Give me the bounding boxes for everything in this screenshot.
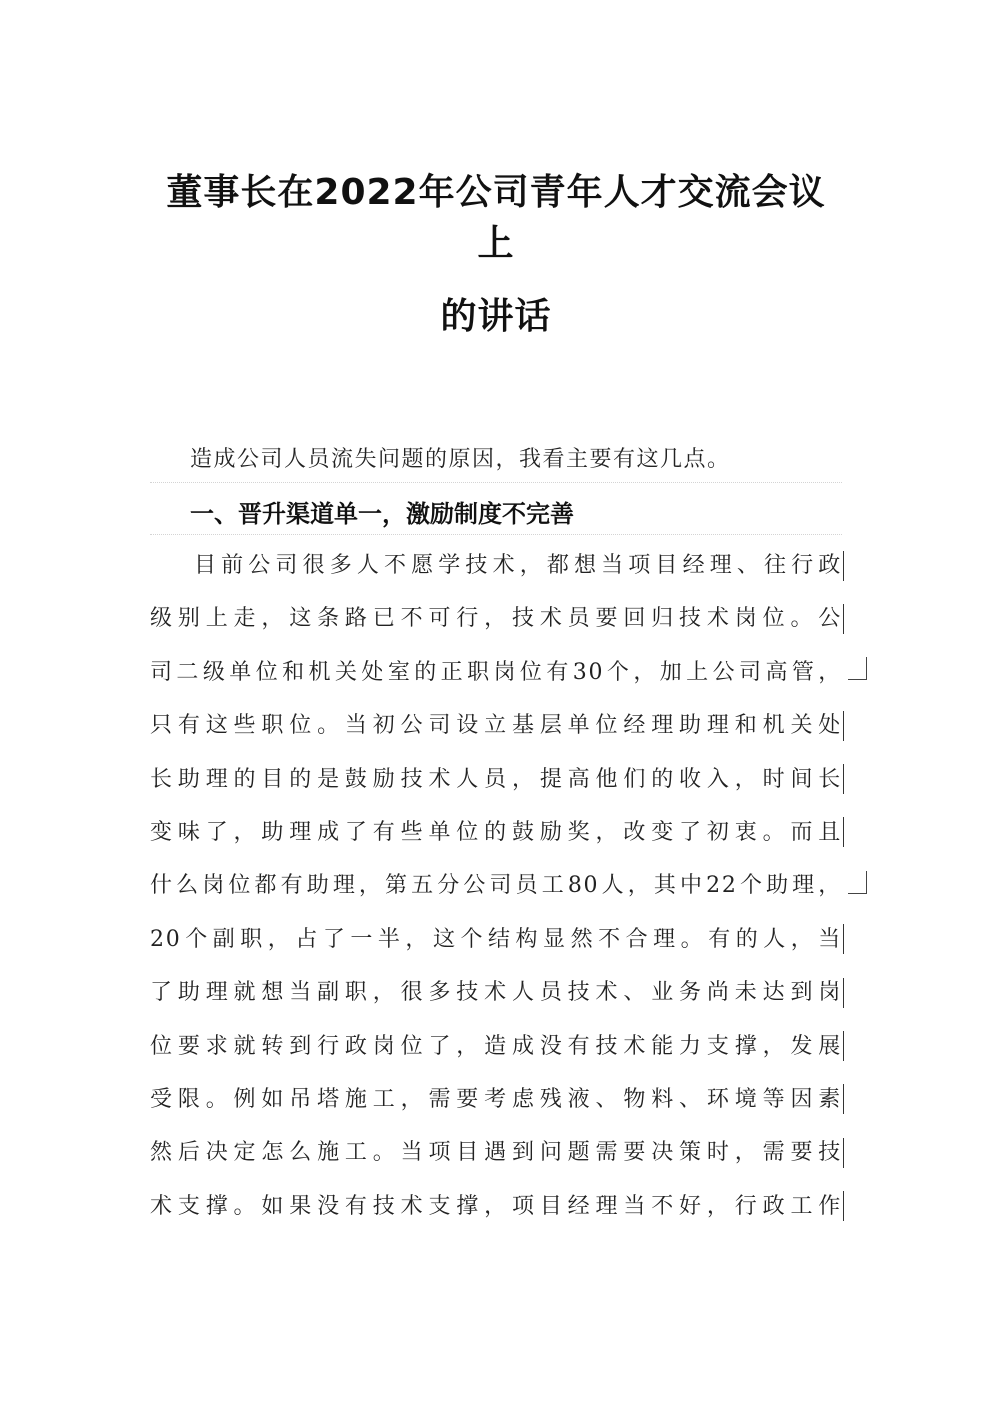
intro-paragraph: 造成公司人员流失问题的原因，我看主要有这几点。 [190, 447, 731, 472]
margin-mark [843, 711, 844, 741]
body-line: 变味了，助理成了有些单位的鼓励奖，改变了初衷。而且 [150, 819, 842, 845]
section-divider-bottom [150, 534, 842, 535]
margin-mark [843, 978, 844, 1008]
margin-mark [843, 1138, 844, 1168]
body-line: 目前公司很多人不愿学技术，都想当项目经理、往行政 [194, 553, 842, 578]
body-line: 司二级单位和机关处室的正职岗位有30个，加上公司高管， [150, 659, 842, 685]
margin-mark [843, 551, 844, 581]
margin-mark [843, 817, 844, 847]
margin-mark [843, 604, 844, 634]
body-line: 受限。例如吊塔施工，需要考虑残液、物料、环境等因素 [150, 1086, 842, 1112]
body-line: 20个副职，占了一半，这个结构显然不合理。有的人，当 [150, 926, 842, 952]
margin-bracket [848, 871, 867, 894]
body-paragraph [150, 546, 842, 1240]
body-line: 术支撑。如果没有技术支撑，项目经理当不好，行政工作 [150, 1193, 842, 1219]
document-title-line-1: 董事长在2022年公司青年人才交流会议上 [166, 172, 826, 264]
margin-mark [843, 1191, 844, 1221]
margin-mark [843, 1031, 844, 1061]
margin-bracket [848, 657, 867, 680]
section-divider-top [150, 482, 842, 483]
body-line: 位要求就转到行政岗位了，造成没有技术能力支撑，发展 [150, 1033, 842, 1059]
margin-mark [843, 764, 844, 794]
margin-mark [843, 1084, 844, 1114]
body-line: 了助理就想当副职，很多技术人员技术、业务尚未达到岗 [150, 980, 842, 1006]
body-line: 然后决定怎么施工。当项目遇到问题需要决策时，需要技 [150, 1140, 842, 1166]
document-title-line-2: 的讲话 [440, 296, 552, 337]
margin-mark [843, 924, 844, 954]
body-line: 什么岗位都有助理，第五分公司员工80人，其中22个助理， [150, 873, 842, 899]
body-line: 长助理的目的是鼓励技术人员，提高他们的收入，时间长 [150, 766, 842, 792]
body-line: 级别上走，这条路已不可行，技术员要回归技术岗位。公 [150, 606, 842, 632]
body-line: 只有这些职位。当初公司设立基层单位经理助理和机关处 [150, 713, 842, 739]
section-heading: 一、晋升渠道单一，激励制度不完善 [190, 500, 574, 528]
